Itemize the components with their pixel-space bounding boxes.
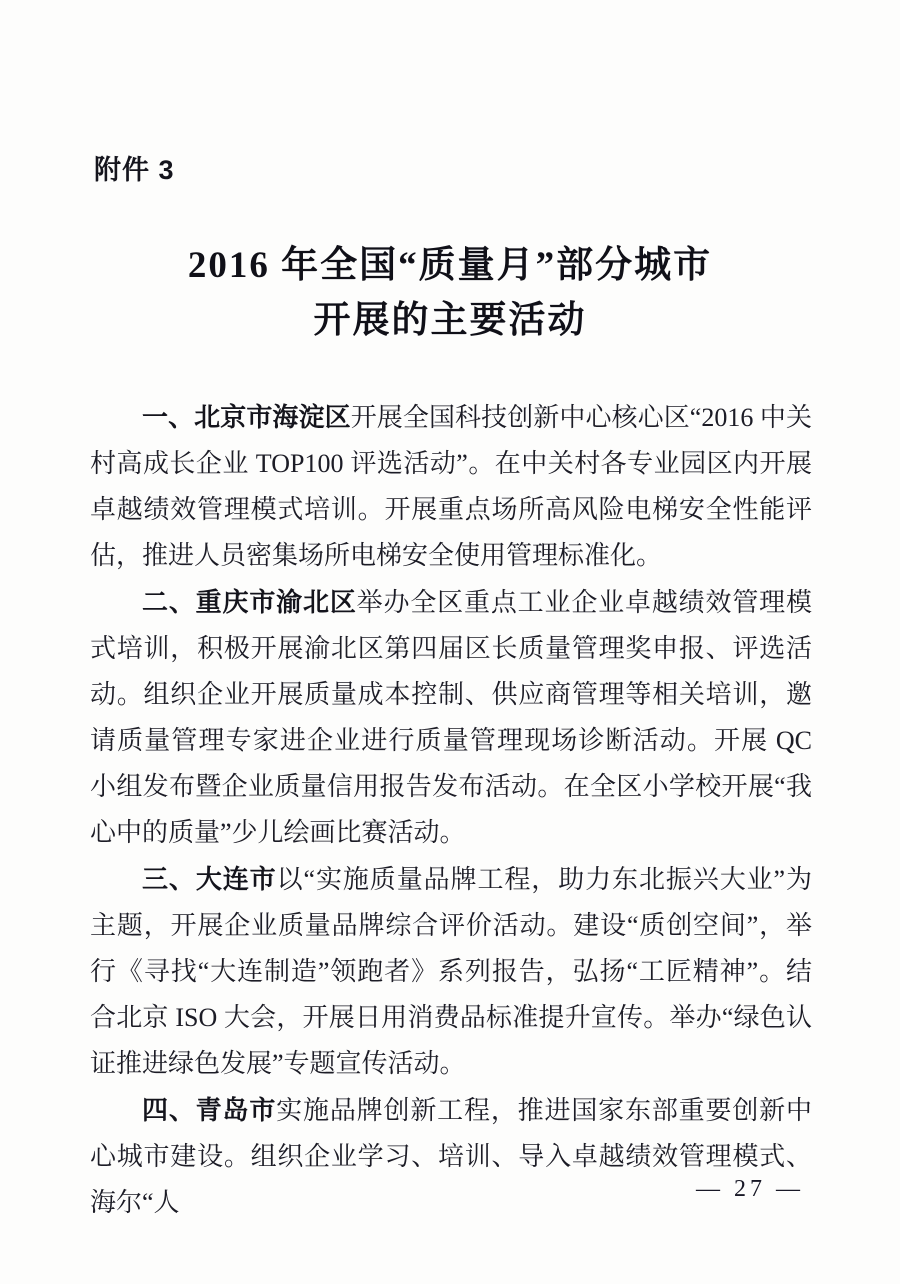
paragraph-lead: 二、重庆市渝北区 [142, 587, 357, 617]
paragraph-text: 以“实施质量品牌工程，助力东北振兴大业”为主题，开展企业质量品牌综合评价活动。建设“质创空间”，举行《寻找“大连制造”领跑者》系列报告，弘扬“工匠精神”。结合北京 ISO 大会，开展日用消费品标准提升宣传。举办“绿色认证推进绿色发展”专题宣传活动。 [90, 865, 812, 1078]
title-line-1: 2016 年全国“质量月”部分城市 [187, 245, 713, 286]
paragraph-lead: 四、青岛市 [142, 1095, 277, 1125]
document-title [0, 238, 900, 348]
attachment-label: 附件 3 [94, 155, 175, 185]
paragraph-text: 开展全国科技创新中心核心区“2016 中关村高成长企业 TOP100 评选活动”。在中关村各专业园区内开展卓越绩效管理模式培训。开展重点场所高风险电梯安全性能评估，推进人员密集场所电梯安全使用管理标准化。 [90, 403, 812, 570]
paragraph-lead: 一、北京市海淀区 [142, 402, 351, 432]
paragraph-beijing-haidian [90, 394, 812, 579]
paragraph-chongqing-yubei [90, 579, 812, 856]
paragraph-lead: 三、大连市 [142, 864, 277, 894]
paragraph-dalian [90, 856, 812, 1087]
paragraph-text: 举办全区重点工业企业卓越绩效管理模式培训，积极开展渝北区第四届区长质量管理奖申报、评选活动。组织企业开展质量成本控制、供应商管理等相关培训，邀请质量管理专家进企业进行质量管理现场诊断活动。开展 QC 小组发布暨企业质量信用报告发布活动。在全区小学校开展“我心中的质量”少儿绘画比赛活动。 [90, 588, 812, 847]
page-number: — 27 — [696, 1176, 804, 1202]
document-body [90, 394, 812, 1226]
title-line-2: 开展的主要活动 [313, 300, 587, 341]
paragraph-qingdao [90, 1087, 812, 1226]
paragraph-text: 实施品牌创新工程，推进国家东部重要创新中心城市建设。组织企业学习、培训、导入卓越绩效管理模式、海尔“人 [90, 1096, 812, 1217]
